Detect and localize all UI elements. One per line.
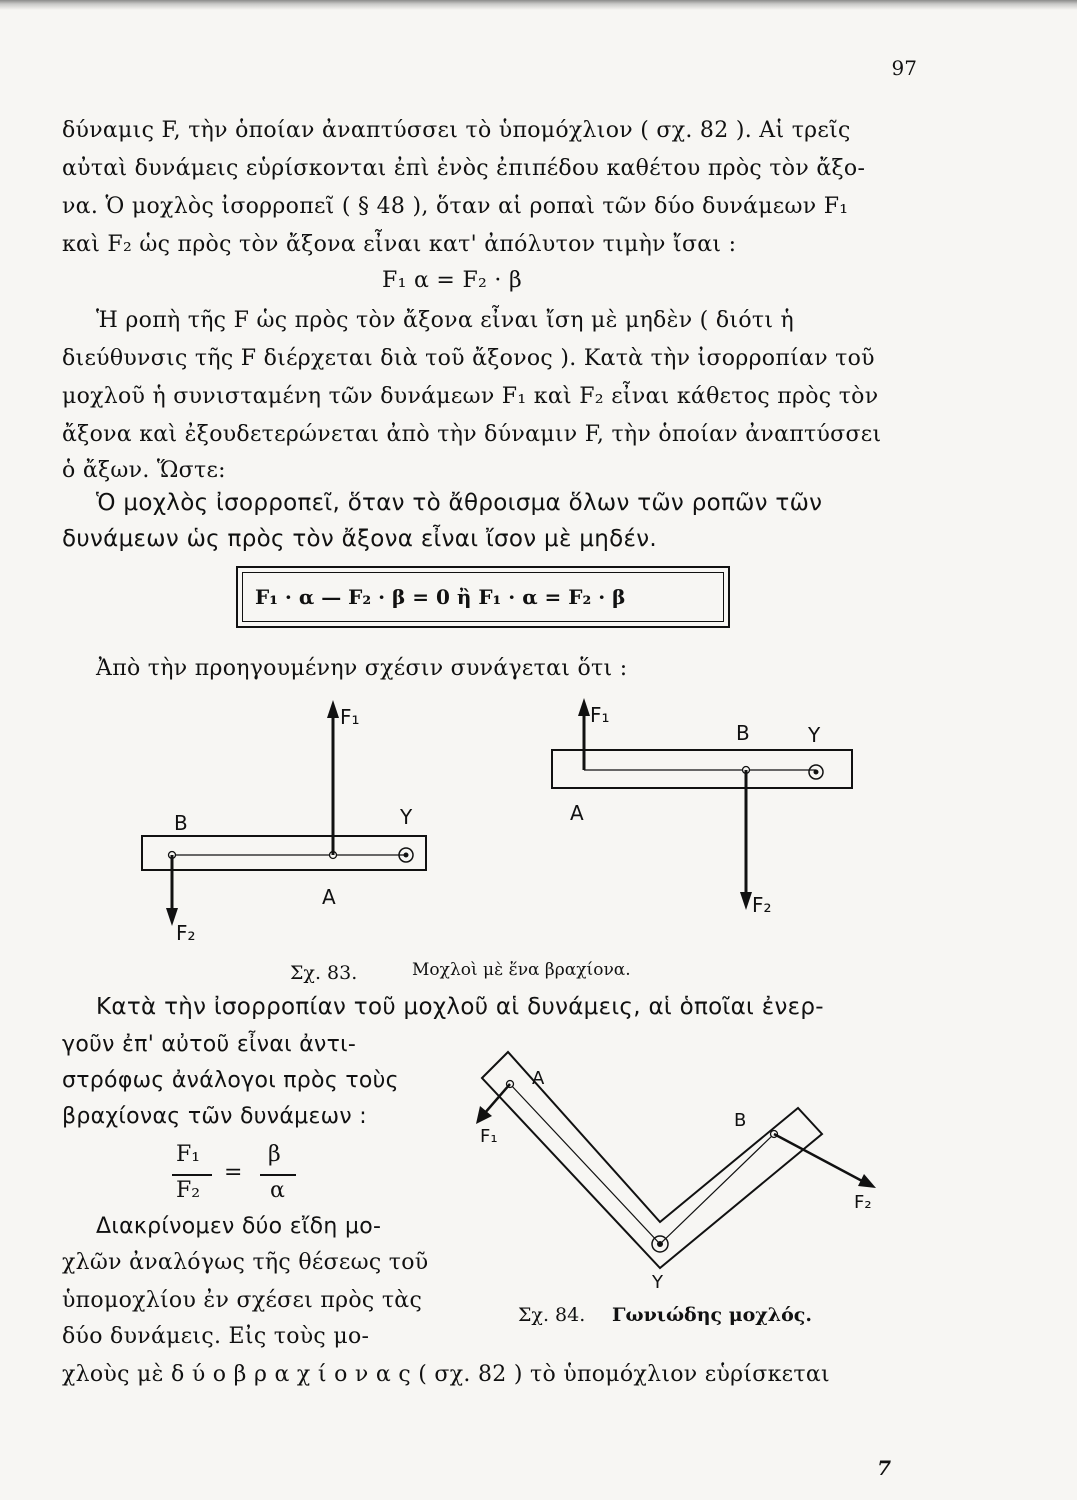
lever-bar	[552, 750, 852, 788]
label-y: Y	[652, 1272, 663, 1293]
text-line-3: να. Ὁ μοχλὸς ἰσορροπεῖ ( § 48 ), ὅταν αἱ ροπαὶ τῶν δύο δυνάμεων F₁	[62, 194, 849, 219]
rule-line-1: Ὁ μοχλὸς ἰσορροπεῖ, ὅταν τὸ ἄθροισμα ὅλων τῶν ροπῶν τῶν	[96, 490, 823, 516]
figure-83-caption-text: Μοχλοὶ μὲ ἕνα βραχίονα.	[412, 960, 631, 980]
label-y: Y	[808, 723, 821, 747]
label-b: B	[174, 811, 188, 835]
text-line-6: διεύθυνσις τῆς F διέρχεται διὰ τοῦ ἄξονος ). Κατὰ τὴν ἰσορροπίαν τοῦ	[62, 346, 875, 371]
label-a: A	[570, 801, 584, 825]
figure-83-right-lever	[540, 692, 870, 932]
label-f2: F₂	[752, 893, 772, 917]
figure-84-angled-lever	[462, 1044, 882, 1294]
text-line-16: χλῶν ἀναλόγως τῆς θέσεως τοῦ	[62, 1250, 429, 1275]
ratio-num-left: F₁	[176, 1142, 201, 1167]
text-line-9: ὁ ἄξων. Ὥστε:	[62, 458, 226, 483]
ratio-num-right: β	[268, 1142, 281, 1167]
label-f1: F₁	[340, 705, 360, 729]
text-line-18: δύο δυνάμεις. Εἰς τοὺς μο-	[62, 1324, 370, 1349]
signature-mark: 7	[877, 1456, 891, 1480]
figure-83-caption-number: Σχ. 83.	[290, 962, 358, 984]
ratio-equals: =	[224, 1160, 243, 1185]
ratio-den-left: F₂	[176, 1178, 201, 1203]
arrowhead-f2	[858, 1174, 876, 1188]
lever-axis-line	[510, 1084, 774, 1244]
text-line-2: αὐταὶ δυνάμεις εὑρίσκονται ἐπὶ ἑνὸς ἐπιπέδου καθέτου πρὸς τὸν ἄξο-	[62, 156, 866, 181]
arrowhead-f2	[740, 892, 752, 910]
label-f1: F₁	[590, 703, 610, 727]
label-b: B	[736, 721, 750, 745]
boxed-equation	[236, 566, 730, 628]
label-a: A	[532, 1068, 545, 1089]
label-b: B	[734, 1110, 747, 1131]
fulcrum-y-center	[657, 1241, 663, 1247]
text-line-8: ἄξονα καὶ ἐξουδετερώνεται ἀπὸ τὴν δύναμιν F, τὴν ὁποίαν ἀναπτύσσει	[62, 422, 882, 447]
figure-84-caption-number: Σχ. 84.	[518, 1304, 586, 1326]
force-f2-arrow	[774, 1134, 864, 1182]
ratio-bar-right	[260, 1174, 296, 1176]
text-line-13: στρόφως ἀνάλογοι πρὸς τοὺς	[62, 1068, 399, 1093]
text-line-5: Ἡ ροπὴ τῆς F ὡς πρὸς τὸν ἄξονα εἶναι ἴση μὲ μηδὲν ( διότι ἡ	[96, 308, 795, 333]
ratio-bar-left	[172, 1174, 212, 1176]
fulcrum-y-center	[404, 853, 409, 858]
text-line-7: μοχλοῦ ἡ συνισταμένη τῶν δυνάμεων F₁ καὶ F₂ εἶναι κάθετος πρὸς τὸν	[62, 384, 879, 409]
text-line-15: Διακρίνομεν δύο εἴδη μο-	[96, 1214, 382, 1239]
text-line-11: Κατὰ τὴν ἰσορροπίαν τοῦ μοχλοῦ αἱ δυνάμεις, αἱ ὁποῖαι ἐνερ-	[96, 994, 824, 1020]
lever-bar	[142, 836, 426, 870]
scan-top-edge	[0, 0, 1077, 10]
page-number: 97	[891, 56, 917, 80]
text-line-4: καὶ F₂ ὡς πρὸς τὸν ἄξονα εἶναι κατ' ἀπόλυτον τιμὴν ἴσαι :	[62, 232, 737, 257]
text-line-1: δύναμις F, τὴν ὁποίαν ἀναπτύσσει τὸ ὑπομόχλιον ( σχ. 82 ). Αἱ τρεῖς	[62, 118, 851, 143]
text-line-14: βραχίονας τῶν δυνάμεων :	[62, 1104, 367, 1129]
text-line-12: γοῦν ἐπ' αὐτοῦ εἶναι ἀντι-	[62, 1032, 357, 1057]
rule-line-2: δυνάμεων ὡς πρὸς τὸν ἄξονα εἶναι ἴσον μὲ μηδέν.	[62, 526, 657, 552]
ratio-den-right: α	[270, 1178, 285, 1203]
equation-moments: F₁ α = F₂ · β	[382, 268, 523, 293]
label-f1: F₁	[480, 1126, 498, 1147]
text-line-10: Ἀπὸ τὴν προηγουμένην σχέσιν συνάγεται ὅτι :	[96, 656, 628, 681]
label-f2: F₂	[854, 1192, 872, 1213]
force-f1-arrow	[484, 1084, 510, 1114]
text-line-17: ὑπομοχλίου ἐν σχέσει πρὸς τὰς	[62, 1288, 423, 1313]
arrowhead-f1	[578, 698, 590, 716]
label-y: Y	[400, 805, 413, 829]
figure-83-left-lever	[130, 696, 450, 956]
boxed-equation-text: F₁ · α — F₂ · β = 0 ἢ F₁ · α = F₂ · β	[242, 572, 724, 622]
text-line-19: χλοὺς μὲ δ ύ ο β ρ α χ ί ο ν α ς ( σχ. 82 ) τὸ ὑπομόχλιον εὑρίσκεται	[62, 1362, 830, 1387]
label-a: A	[322, 885, 336, 909]
fulcrum-y-center	[814, 770, 819, 775]
figure-84-caption-text: Γωνιώδης μοχλός.	[612, 1304, 812, 1326]
arrowhead-f1	[327, 700, 339, 718]
label-f2: F₂	[176, 921, 196, 945]
